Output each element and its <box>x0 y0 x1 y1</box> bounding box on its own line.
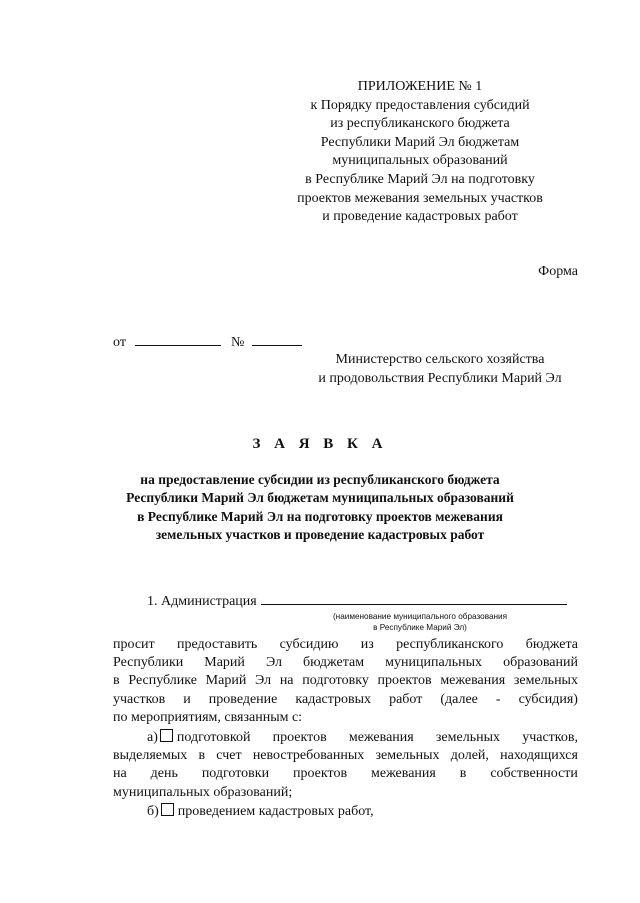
word: собственности <box>490 766 578 782</box>
date-field[interactable] <box>135 333 221 346</box>
word: предоставить <box>177 637 258 652</box>
word: находящихся <box>500 748 578 764</box>
word: земельных <box>513 673 578 689</box>
word: проектов <box>293 766 348 782</box>
recipient-line: Министерство сельского хозяйства <box>335 352 545 367</box>
item-b-line <box>113 803 578 821</box>
word: подготовкой <box>176 730 251 745</box>
body-line <box>113 654 578 672</box>
date-number-line <box>113 333 302 351</box>
item-b-checkbox[interactable] <box>161 803 174 816</box>
appendix-line: Республики Марий Эл бюджетам <box>320 134 520 150</box>
word: межевания <box>440 673 506 689</box>
word: и <box>183 691 191 707</box>
word: долей, <box>450 748 489 764</box>
number-label: № <box>230 335 245 350</box>
item-a-checkbox[interactable] <box>160 729 173 742</box>
body-line <box>113 636 578 654</box>
hint-line: (наименование муниципального образования <box>332 612 508 621</box>
appendix-line: из республиканского бюджета <box>330 116 510 132</box>
word: земельных <box>435 730 500 745</box>
word: Республике <box>128 673 197 689</box>
municipality-hint <box>300 611 540 633</box>
word: Марий <box>205 673 247 689</box>
appendix-line: проектов межевания земельных участков <box>297 190 543 206</box>
word: бюджетам <box>303 655 365 671</box>
word: - <box>495 691 501 707</box>
item-a-line: муниципальных образований; <box>113 784 293 800</box>
word: в <box>198 748 206 764</box>
word: в <box>459 766 467 782</box>
item-b <box>113 803 578 821</box>
subtitle-line: в Республике Марий Эл на подготовку проектов межевания <box>137 508 503 524</box>
form-label: Форма <box>538 264 578 279</box>
item-a-line <box>113 747 578 765</box>
word: межевания <box>348 730 414 745</box>
administration-line <box>147 592 567 610</box>
item-b-text: проведением кадастровых работ, <box>177 804 374 819</box>
item-a <box>113 729 578 802</box>
number-field[interactable] <box>252 333 302 346</box>
word: на <box>279 673 294 689</box>
word: земельных <box>375 748 440 764</box>
word: работ <box>389 691 423 707</box>
recipient-line: и продовольствия Республики Марий Эл <box>318 370 562 386</box>
word: выделяемых <box>113 748 188 764</box>
word: Эл <box>265 655 282 671</box>
word: субсидию <box>279 637 339 652</box>
word: счет <box>216 748 242 764</box>
word: проектов <box>272 730 327 745</box>
subtitle-line: Республики Марий Эл бюджетам муниципальных образований <box>126 490 514 506</box>
word: бюджета <box>525 637 578 652</box>
appendix-line: в Республике Марий Эл на подготовку <box>305 171 535 187</box>
administration-label: 1. Администрация <box>147 594 257 609</box>
item-a-first-line <box>113 729 578 747</box>
body-line <box>113 691 578 709</box>
word: на <box>113 766 127 782</box>
item-a-lead <box>147 729 177 747</box>
word: невостребованных <box>252 748 365 764</box>
appendix-line: муниципальных образований <box>332 153 508 169</box>
item-a-marker: а) <box>147 730 158 745</box>
word: участков <box>113 691 166 707</box>
appendix-line: и проведение кадастровых работ <box>322 209 518 225</box>
hint-line: в Республике Марий Эл) <box>373 623 467 632</box>
item-a-line <box>113 765 578 783</box>
document-heading: З А Я В К А <box>252 436 388 452</box>
word: проведение <box>208 691 278 707</box>
section1-body <box>113 636 578 727</box>
subtitle-line: на предоставление субсидии из республиканского бюджета <box>140 472 500 487</box>
word: Марий <box>204 655 245 671</box>
word: участков, <box>522 730 578 745</box>
word: муниципальных <box>385 655 483 671</box>
word: подготовку <box>302 673 369 689</box>
appendix-block <box>290 78 550 227</box>
word: республиканского <box>396 637 504 652</box>
body-line <box>113 672 578 690</box>
item-a-line-text <box>177 729 578 747</box>
word: из <box>360 637 374 652</box>
document-subtitle <box>100 471 540 545</box>
word: в <box>113 673 120 689</box>
recipient-block <box>290 351 590 388</box>
appendix-line: к Порядку предоставления субсидий <box>310 97 530 113</box>
subtitle-line: земельных участков и проведение кадастровых работ <box>155 527 485 543</box>
word: межевания <box>371 766 436 782</box>
municipality-name-field[interactable] <box>261 592 567 605</box>
from-label: от <box>113 335 126 350</box>
word: кадастровых <box>295 691 372 707</box>
word: проектов <box>377 673 432 689</box>
word: Эл <box>255 673 272 689</box>
word: просит <box>113 637 155 652</box>
appendix-title: ПРИЛОЖЕНИЕ № 1 <box>357 79 483 94</box>
word: образований <box>503 655 578 671</box>
item-b-marker: б) <box>147 804 159 819</box>
word: Республики <box>113 655 184 671</box>
word: (далее <box>440 691 478 707</box>
word: субсидия) <box>518 691 578 707</box>
word: день <box>150 766 178 782</box>
body-line: по мероприятиям, связанным с: <box>113 709 303 725</box>
word: подготовки <box>201 766 270 782</box>
